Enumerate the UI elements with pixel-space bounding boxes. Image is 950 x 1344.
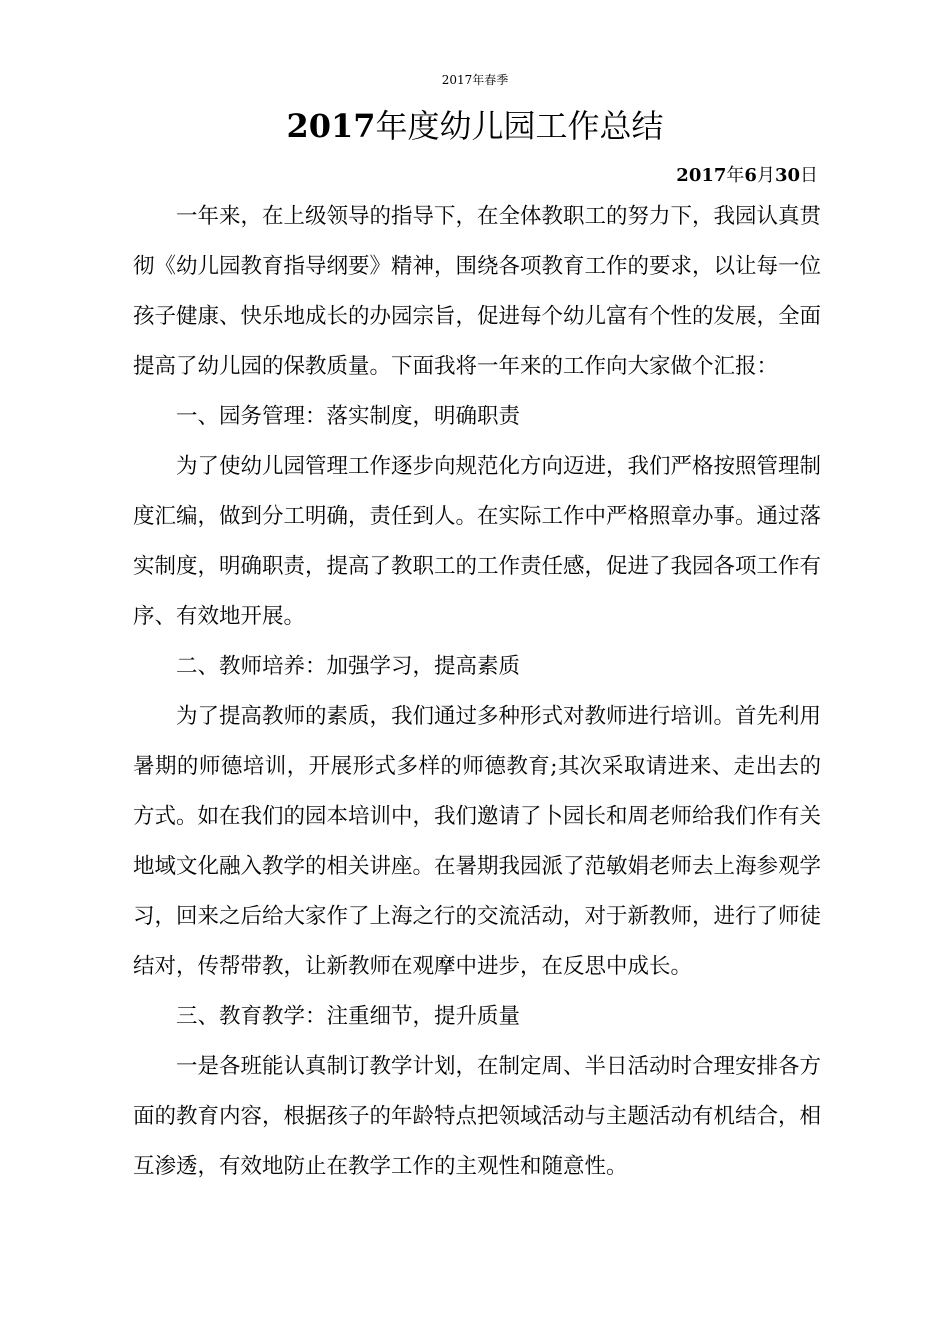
intro-paragraph: 一年来，在上级领导的指导下，在全体教职工的努力下，我园认真贯彻《幼儿园教育指导纲要》精神，围绕各项教育工作的要求，以让每一位孩子健康、快乐地成长的办园宗旨，促进每个幼儿富有个性的发展，全面提高了幼儿园的保教质量。下面我将一年来的工作向大家做个汇报： xyxy=(133,204,822,379)
date-day: 30 xyxy=(774,165,800,186)
date-year: 2017 xyxy=(676,165,727,186)
date-day-unit: 日 xyxy=(800,165,818,186)
section-heading-2: 二、教师培养：加强学习，提高素质 xyxy=(176,654,521,679)
title-year: 2017 xyxy=(286,107,376,145)
section-heading-3: 三、教育教学：注重细节，提升质量 xyxy=(176,1004,521,1029)
header-note: 2017年春季 xyxy=(441,73,509,87)
date-year-unit: 年 xyxy=(726,165,745,186)
date-month: 6 xyxy=(744,165,757,186)
document-body xyxy=(133,192,821,1192)
section-heading-1: 一、园务管理：落实制度，明确职责 xyxy=(176,404,521,429)
section-paragraph-3: 一是各班能认真制订教学计划，在制定周、半日活动时合理安排各方面的教育内容，根据孩子的年龄特点把领域活动与主题活动有机结合，相互渗透，有效地防止在教学工作的主观性和随意性。 xyxy=(133,1054,822,1179)
document-date xyxy=(676,164,818,188)
title-text: 年度幼儿园工作总结 xyxy=(375,107,664,145)
date-month-unit: 月 xyxy=(756,165,775,186)
section-paragraph-1: 为了使幼儿园管理工作逐步向规范化方向迈进，我们严格按照管理制度汇编，做到分工明确，责任到人。在实际工作中严格照章办事。通过落实制度，明确职责，提高了教职工的工作责任感，促进了我园各项工作有序、有效地开展。 xyxy=(133,454,822,629)
section-paragraph-2: 为了提高教师的素质，我们通过多种形式对教师进行培训。首先利用暑期的师德培训，开展形式多样的师德教育;其次采取请进来、走出去的方式。如在我们的园本培训中，我们邀请了卜园长和周老师给我们作有关地域文化融入教学的相关讲座。在暑期我园派了范敏娟老师去上海参观学习，回来之后给大家作了上海之行的交流活动，对于新教师，进行了师徒结对，传帮带教，让新教师在观摩中进步，在反思中成长。 xyxy=(133,704,822,979)
page-title xyxy=(0,104,950,148)
